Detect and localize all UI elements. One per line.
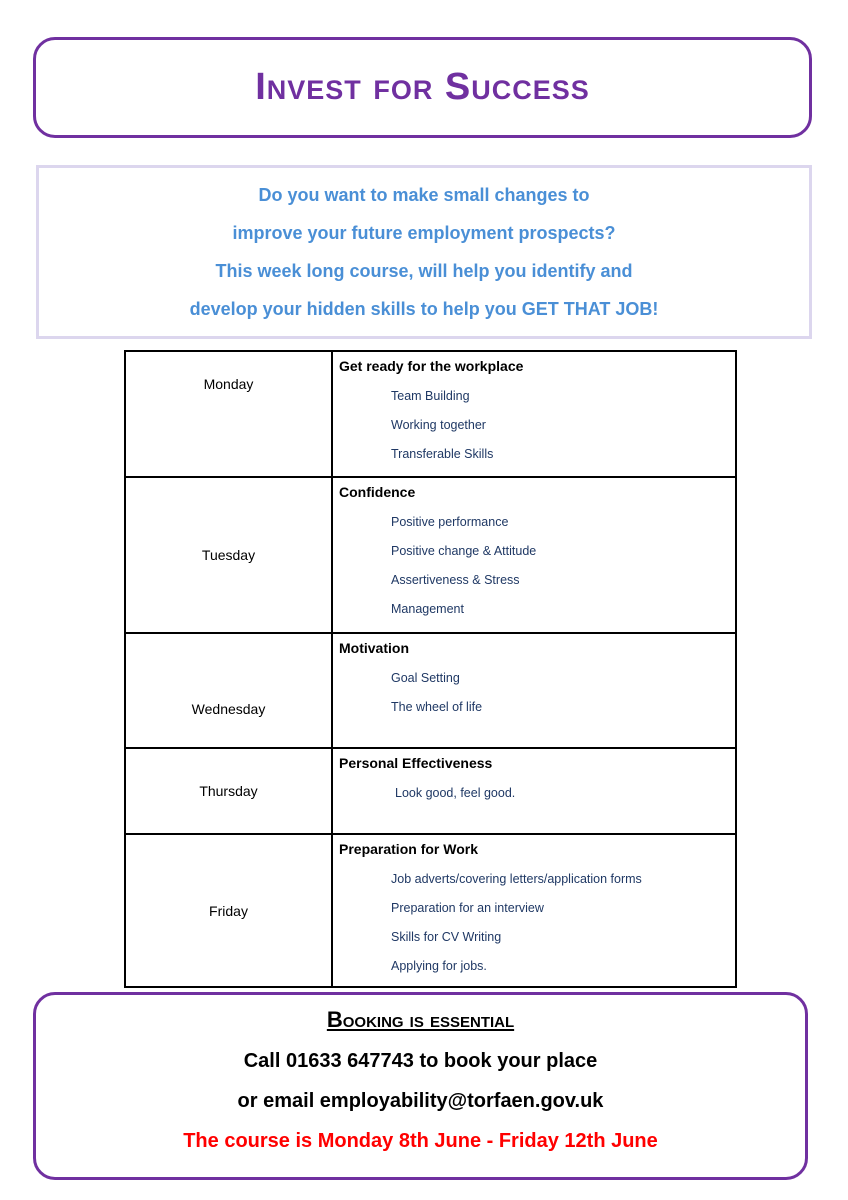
topic-item: Team Building	[391, 389, 470, 403]
table-row	[125, 748, 736, 834]
booking-call: Call 01633 647743 to book your place	[243, 1050, 598, 1072]
topic-item: Positive change & Attitude	[391, 544, 537, 558]
day-label: Friday	[209, 902, 248, 919]
topic-title: Personal Effectiveness	[339, 755, 493, 771]
topic-item: Job adverts/covering letters/application forms	[391, 872, 642, 886]
day-cell	[125, 351, 332, 477]
topic-item: Management	[391, 602, 464, 616]
topic-title: Confidence	[339, 484, 416, 500]
topic-item: Transferable Skills	[391, 447, 494, 461]
topic-item: Applying for jobs.	[391, 959, 487, 973]
topic-cell	[332, 477, 736, 633]
course-dates: The course is Monday 8th June - Friday 12th June	[183, 1130, 658, 1152]
topic-item: Skills for CV Writing	[391, 930, 502, 944]
day-cell	[125, 477, 332, 633]
booking-box	[33, 992, 808, 1180]
day-label: Thursday	[199, 783, 258, 799]
day-cell	[125, 748, 332, 834]
intro-box	[36, 165, 812, 339]
intro-line: This week long course, will help you identify and	[215, 261, 633, 281]
topic-item: The wheel of life	[391, 700, 483, 714]
topic-title: Motivation	[339, 640, 409, 656]
topic-title: Get ready for the workplace	[339, 358, 524, 374]
topic-cell	[332, 351, 736, 477]
intro-line: improve your future employment prospects?	[232, 223, 616, 243]
page-title: Invest for Success	[255, 66, 590, 108]
day-label: Wednesday	[191, 701, 266, 717]
booking-email: or email employability@torfaen.gov.uk	[237, 1090, 604, 1112]
title-box	[33, 37, 812, 138]
day-cell	[125, 633, 332, 748]
topic-cell	[332, 834, 736, 987]
day-cell	[125, 834, 332, 987]
schedule-table	[124, 350, 737, 988]
table-row	[125, 477, 736, 633]
topic-item: Goal Setting	[391, 671, 460, 685]
table-row	[125, 351, 736, 477]
intro-line: Do you want to make small changes to	[258, 185, 590, 205]
booking-heading: Booking is essential	[326, 1007, 515, 1032]
topic-title: Preparation for Work	[339, 841, 478, 857]
day-label: Tuesday	[201, 547, 256, 563]
intro-line: develop your hidden skills to help you GET THAT JOB!	[189, 299, 659, 319]
table-row	[125, 834, 736, 987]
topic-item: Assertiveness & Stress	[391, 573, 520, 587]
topic-item: Preparation for an interview	[391, 901, 544, 915]
topic-item: Working together	[391, 418, 486, 432]
topic-cell	[332, 748, 736, 834]
topic-item: Look good, feel good.	[395, 786, 516, 800]
day-label: Monday	[203, 376, 254, 392]
topic-item: Positive performance	[391, 515, 509, 529]
table-row	[125, 633, 736, 748]
topic-cell	[332, 633, 736, 748]
